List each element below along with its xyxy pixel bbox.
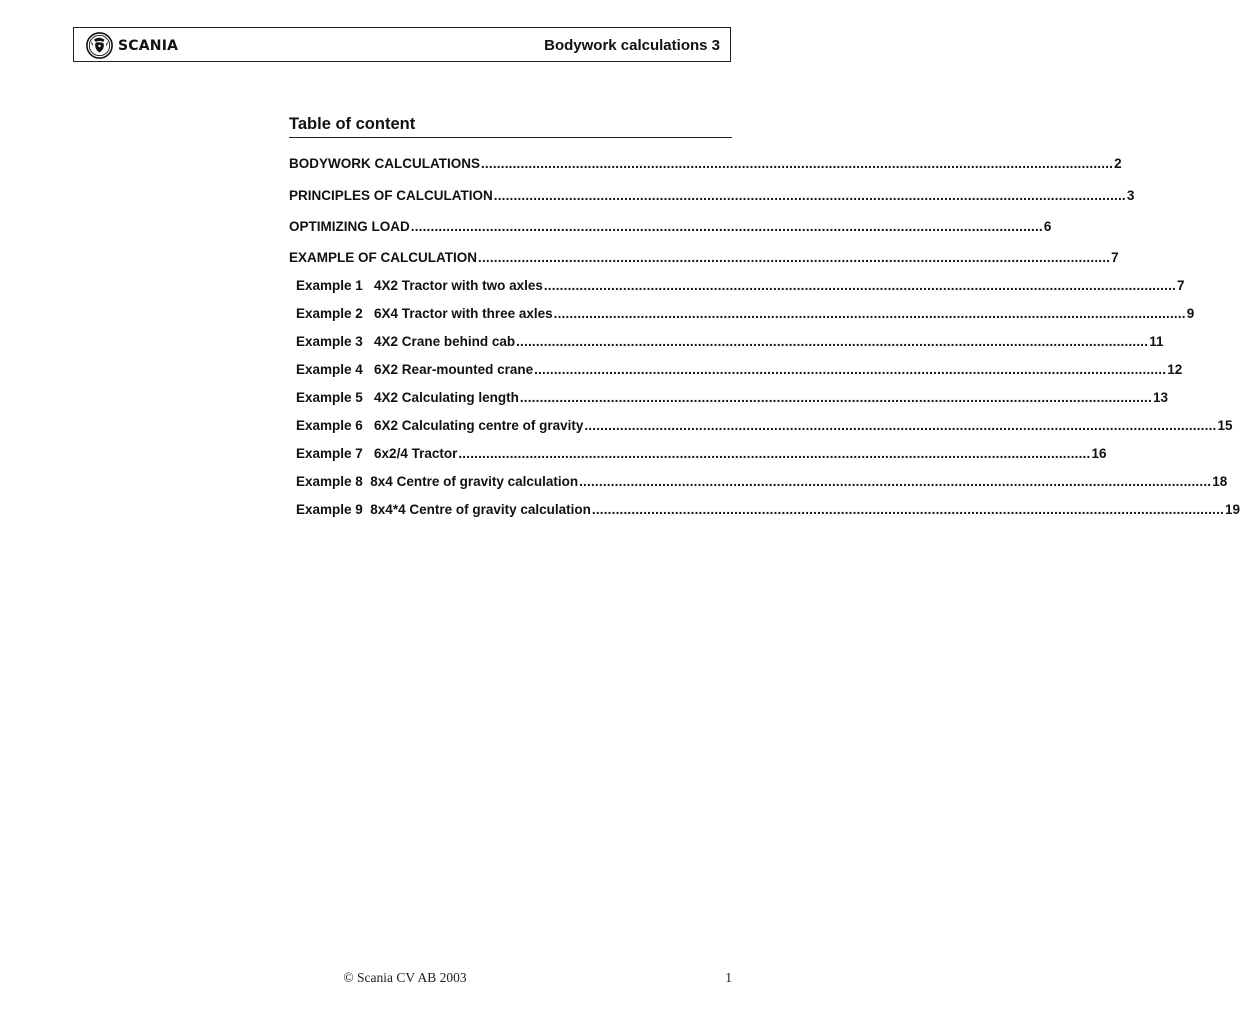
page-header [73, 27, 731, 62]
toc-heading: Table of content [289, 112, 732, 138]
toc-leader-dots: ................................................................................................................................................................ [410, 219, 1043, 234]
toc-entry-page: 7 [1176, 278, 1185, 293]
toc-entry-page: 19 [1225, 502, 1240, 517]
toc-entry[interactable] [296, 445, 1107, 463]
toc-entry-page: 11 [1149, 334, 1164, 349]
toc-entry[interactable] [296, 277, 1185, 295]
toc-entry-label: PRINCIPLES OF CALCULATION [289, 188, 493, 203]
toc-leader-dots: ................................................................................................................................................................ [591, 502, 1224, 517]
toc-entry[interactable] [289, 187, 1135, 205]
toc-entry-page: 7 [1111, 250, 1119, 265]
toc-entry-page: 2 [1114, 156, 1122, 171]
toc-entry[interactable] [296, 417, 1233, 435]
brand-name: SCANIA [118, 37, 179, 54]
toc-entry-label: BODYWORK CALCULATIONS [289, 156, 480, 171]
toc-leader-dots: ................................................................................................................................................................ [519, 390, 1152, 405]
toc-entry[interactable] [296, 501, 1240, 519]
toc-leader-dots: ................................................................................................................................................................ [458, 446, 1091, 461]
toc-entry-label: Example 3 4X2 Crane behind cab [296, 334, 516, 349]
toc-leader-dots: ................................................................................................................................................................ [478, 250, 1111, 265]
toc-leader-dots: ................................................................................................................................................................ [480, 156, 1114, 171]
toc-entry-label: Example 1 4X2 Tractor with two axles [296, 278, 543, 293]
toc-entry[interactable] [289, 218, 1052, 236]
scania-griffin-logo-icon [86, 31, 113, 60]
table-of-contents [289, 112, 1240, 517]
toc-entry[interactable] [289, 249, 1119, 267]
toc-leader-dots: ................................................................................................................................................................ [516, 334, 1149, 349]
toc-entry-page: 3 [1126, 188, 1135, 203]
toc-leader-dots: ................................................................................................................................................................ [493, 188, 1126, 203]
toc-entry-label: Example 6 6X2 Calculating centre of gravity [296, 418, 584, 433]
toc-entry[interactable] [296, 389, 1168, 407]
toc-entry-page: 18 [1212, 474, 1228, 489]
toc-entry-page: 15 [1217, 418, 1233, 433]
toc-entry[interactable] [296, 473, 1228, 491]
toc-leader-dots: ................................................................................................................................................................ [534, 362, 1167, 377]
toc-entry-page: 6 [1043, 219, 1052, 234]
toc-leader-dots: ................................................................................................................................................................ [553, 306, 1186, 321]
toc-entry[interactable] [296, 305, 1195, 323]
document-title: Bodywork calculations 3 [544, 37, 720, 54]
toc-entry-label: Example 7 6x2/4 Tractor [296, 446, 458, 461]
toc-entry-label: Example 8 8x4 Centre of gravity calculation [296, 474, 579, 489]
footer-page-number: 1 [725, 970, 732, 985]
toc-entry-label: Example 5 4X2 Calculating length [296, 390, 519, 405]
toc-entry-label: EXAMPLE OF CALCULATION [289, 250, 477, 265]
brand [86, 31, 178, 60]
toc-leader-dots: ................................................................................................................................................................ [579, 474, 1212, 489]
toc-leader-dots: ................................................................................................................................................................ [543, 278, 1176, 293]
toc-entry[interactable] [296, 333, 1164, 351]
toc-entry-label: Example 9 8x4*4 Centre of gravity calculation [296, 502, 591, 517]
toc-entry-page: 12 [1167, 362, 1183, 377]
toc-entry-label: OPTIMIZING LOAD [289, 219, 410, 234]
toc-entry[interactable] [296, 361, 1183, 379]
toc-leader-dots: ................................................................................................................................................................ [584, 418, 1217, 433]
toc-entry-label: Example 4 6X2 Rear-mounted crane [296, 362, 534, 377]
toc-entry-page: 16 [1091, 446, 1107, 461]
toc-entry-label: Example 2 6X4 Tractor with three axles [296, 306, 553, 321]
footer-copyright: © Scania CV AB 2003 [343, 970, 467, 985]
toc-entry-page: 13 [1152, 390, 1168, 405]
toc-entry-page: 9 [1186, 306, 1195, 321]
toc-entry[interactable] [289, 155, 1122, 173]
